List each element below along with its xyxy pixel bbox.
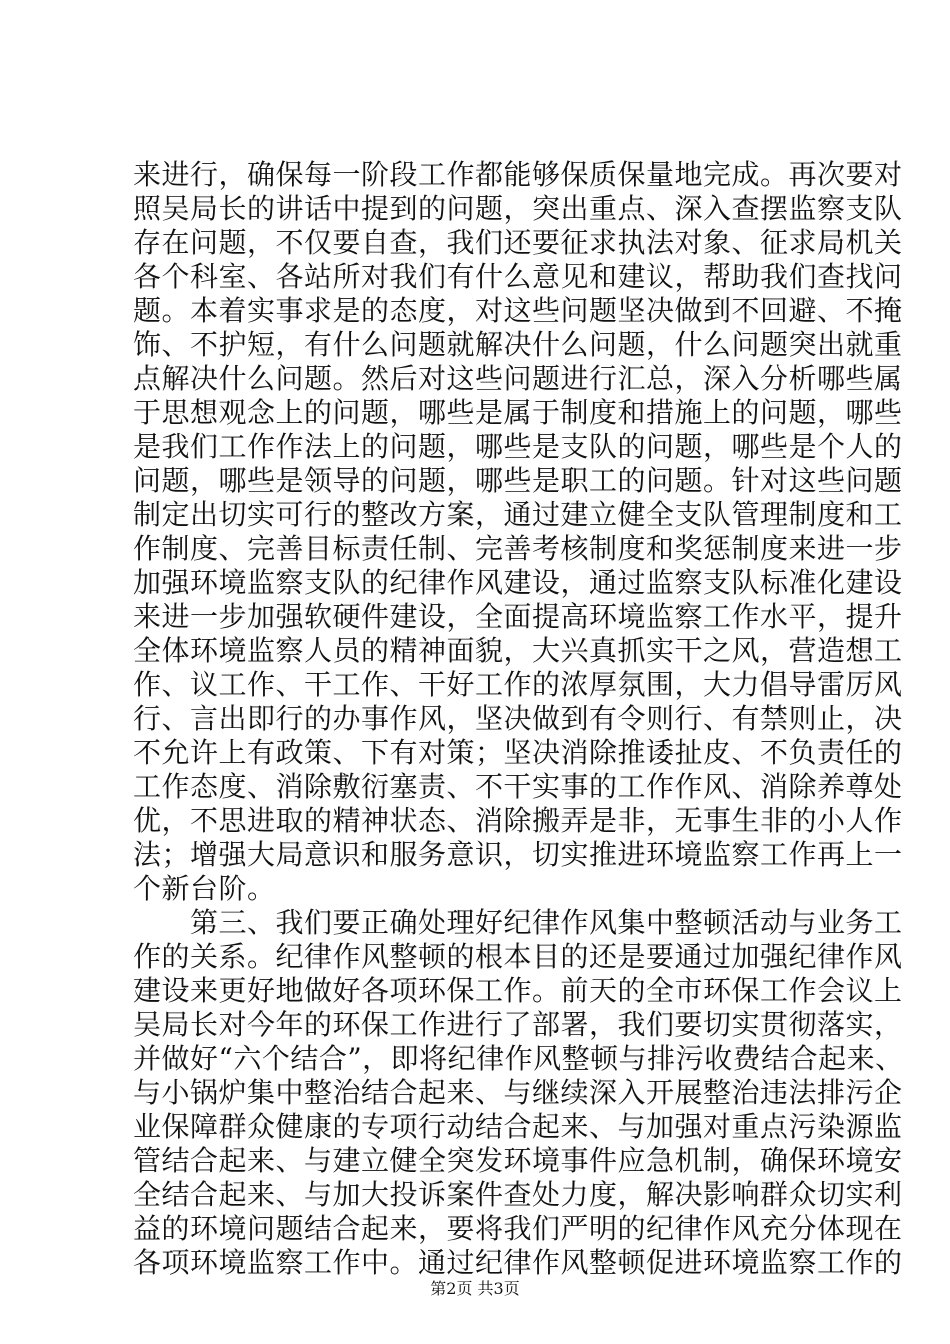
text-line: 各项环境监察工作中。通过纪律作风整顿促进环境监察工作的 <box>133 1246 903 1279</box>
text-line: 个新台阶。 <box>133 872 276 905</box>
text-line: 问题，哪些是领导的问题，哪些是职工的问题。针对这些问题 <box>133 464 903 497</box>
page-footer: 第2页 共3页 <box>430 1279 520 1298</box>
text-line: 优，不思进取的精神状态、消除搬弄是非，无事生非的小人作 <box>133 804 903 837</box>
text-line: 作制度、完善目标责任制、完善考核制度和奖惩制度来进一步 <box>133 532 903 565</box>
text-line: 是我们工作作法上的问题，哪些是支队的问题，哪些是个人的 <box>133 430 903 463</box>
text-line: 法；增强大局意识和服务意识，切实推进环境监察工作再上一 <box>133 838 903 871</box>
text-line: 业保障群众健康的专项行动结合起来、与加强对重点污染源监 <box>133 1110 903 1143</box>
text-line: 题。本着实事求是的态度，对这些问题坚决做到不回避、不掩 <box>133 294 903 327</box>
text-line: 与小锅炉集中整治结合起来、与继续深入开展整治违法排污企 <box>133 1076 903 1109</box>
text-line: 加强环境监察支队的纪律作风建设，通过监察支队标准化建设 <box>133 566 903 599</box>
text-line: 存在问题，不仅要自查，我们还要征求执法对象、征求局机关 <box>133 226 903 259</box>
text-line: 作的关系。纪律作风整顿的根本目的还是要通过加强纪律作风 <box>133 940 903 973</box>
text-line: 益的环境问题结合起来，要将我们严明的纪律作风充分体现在 <box>133 1212 903 1245</box>
text-line: 并做好“六个结合”，即将纪律作风整顿与排污收费结合起来、 <box>133 1042 904 1075</box>
text-line: 于思想观念上的问题，哪些是属于制度和措施上的问题，哪些 <box>133 396 903 429</box>
document-body <box>133 158 904 1280</box>
text-line: 第三、我们要正确处理好纪律作风集中整顿活动与业务工 <box>133 906 903 939</box>
text-line: 来进一步加强软硬件建设，全面提高环境监察工作水平，提升 <box>133 600 903 633</box>
text-line: 管结合起来、与建立健全突发环境事件应急机制，确保环境安 <box>133 1144 903 1177</box>
text-line: 点解决什么问题。然后对这些问题进行汇总，深入分析哪些属 <box>133 362 903 395</box>
text-line: 全体环境监察人员的精神面貌，大兴真抓实干之风，营造想工 <box>133 634 903 667</box>
text-line: 吴局长对今年的环保工作进行了部署，我们要切实贯彻落实， <box>133 1008 903 1041</box>
text-line: 各个科室、各站所对我们有什么意见和建议，帮助我们查找问 <box>133 260 903 293</box>
text-line: 照吴局长的讲话中提到的问题，突出重点、深入查摆监察支队 <box>133 192 903 225</box>
text-line: 建设来更好地做好各项环保工作。前天的全市环保工作会议上 <box>133 974 903 1007</box>
text-line: 行、言出即行的办事作风，坚决做到有令则行、有禁则止，决 <box>133 702 903 735</box>
text-line: 不允许上有政策、下有对策；坚决消除推诿扯皮、不负责任的 <box>133 736 903 769</box>
text-line: 工作态度、消除敷衍塞责、不干实事的工作作风、消除养尊处 <box>133 770 903 803</box>
text-line: 作、议工作、干工作、干好工作的浓厚氛围，大力倡导雷厉风 <box>133 668 903 701</box>
text-line: 饰、不护短，有什么问题就解决什么问题，什么问题突出就重 <box>133 328 903 361</box>
text-line: 制定出切实可行的整改方案，通过建立健全支队管理制度和工 <box>133 498 903 531</box>
text-line: 全结合起来、与加大投诉案件查处力度，解决影响群众切实利 <box>133 1178 903 1211</box>
text-line: 来进行，确保每一阶段工作都能够保质保量地完成。再次要对 <box>133 158 903 191</box>
